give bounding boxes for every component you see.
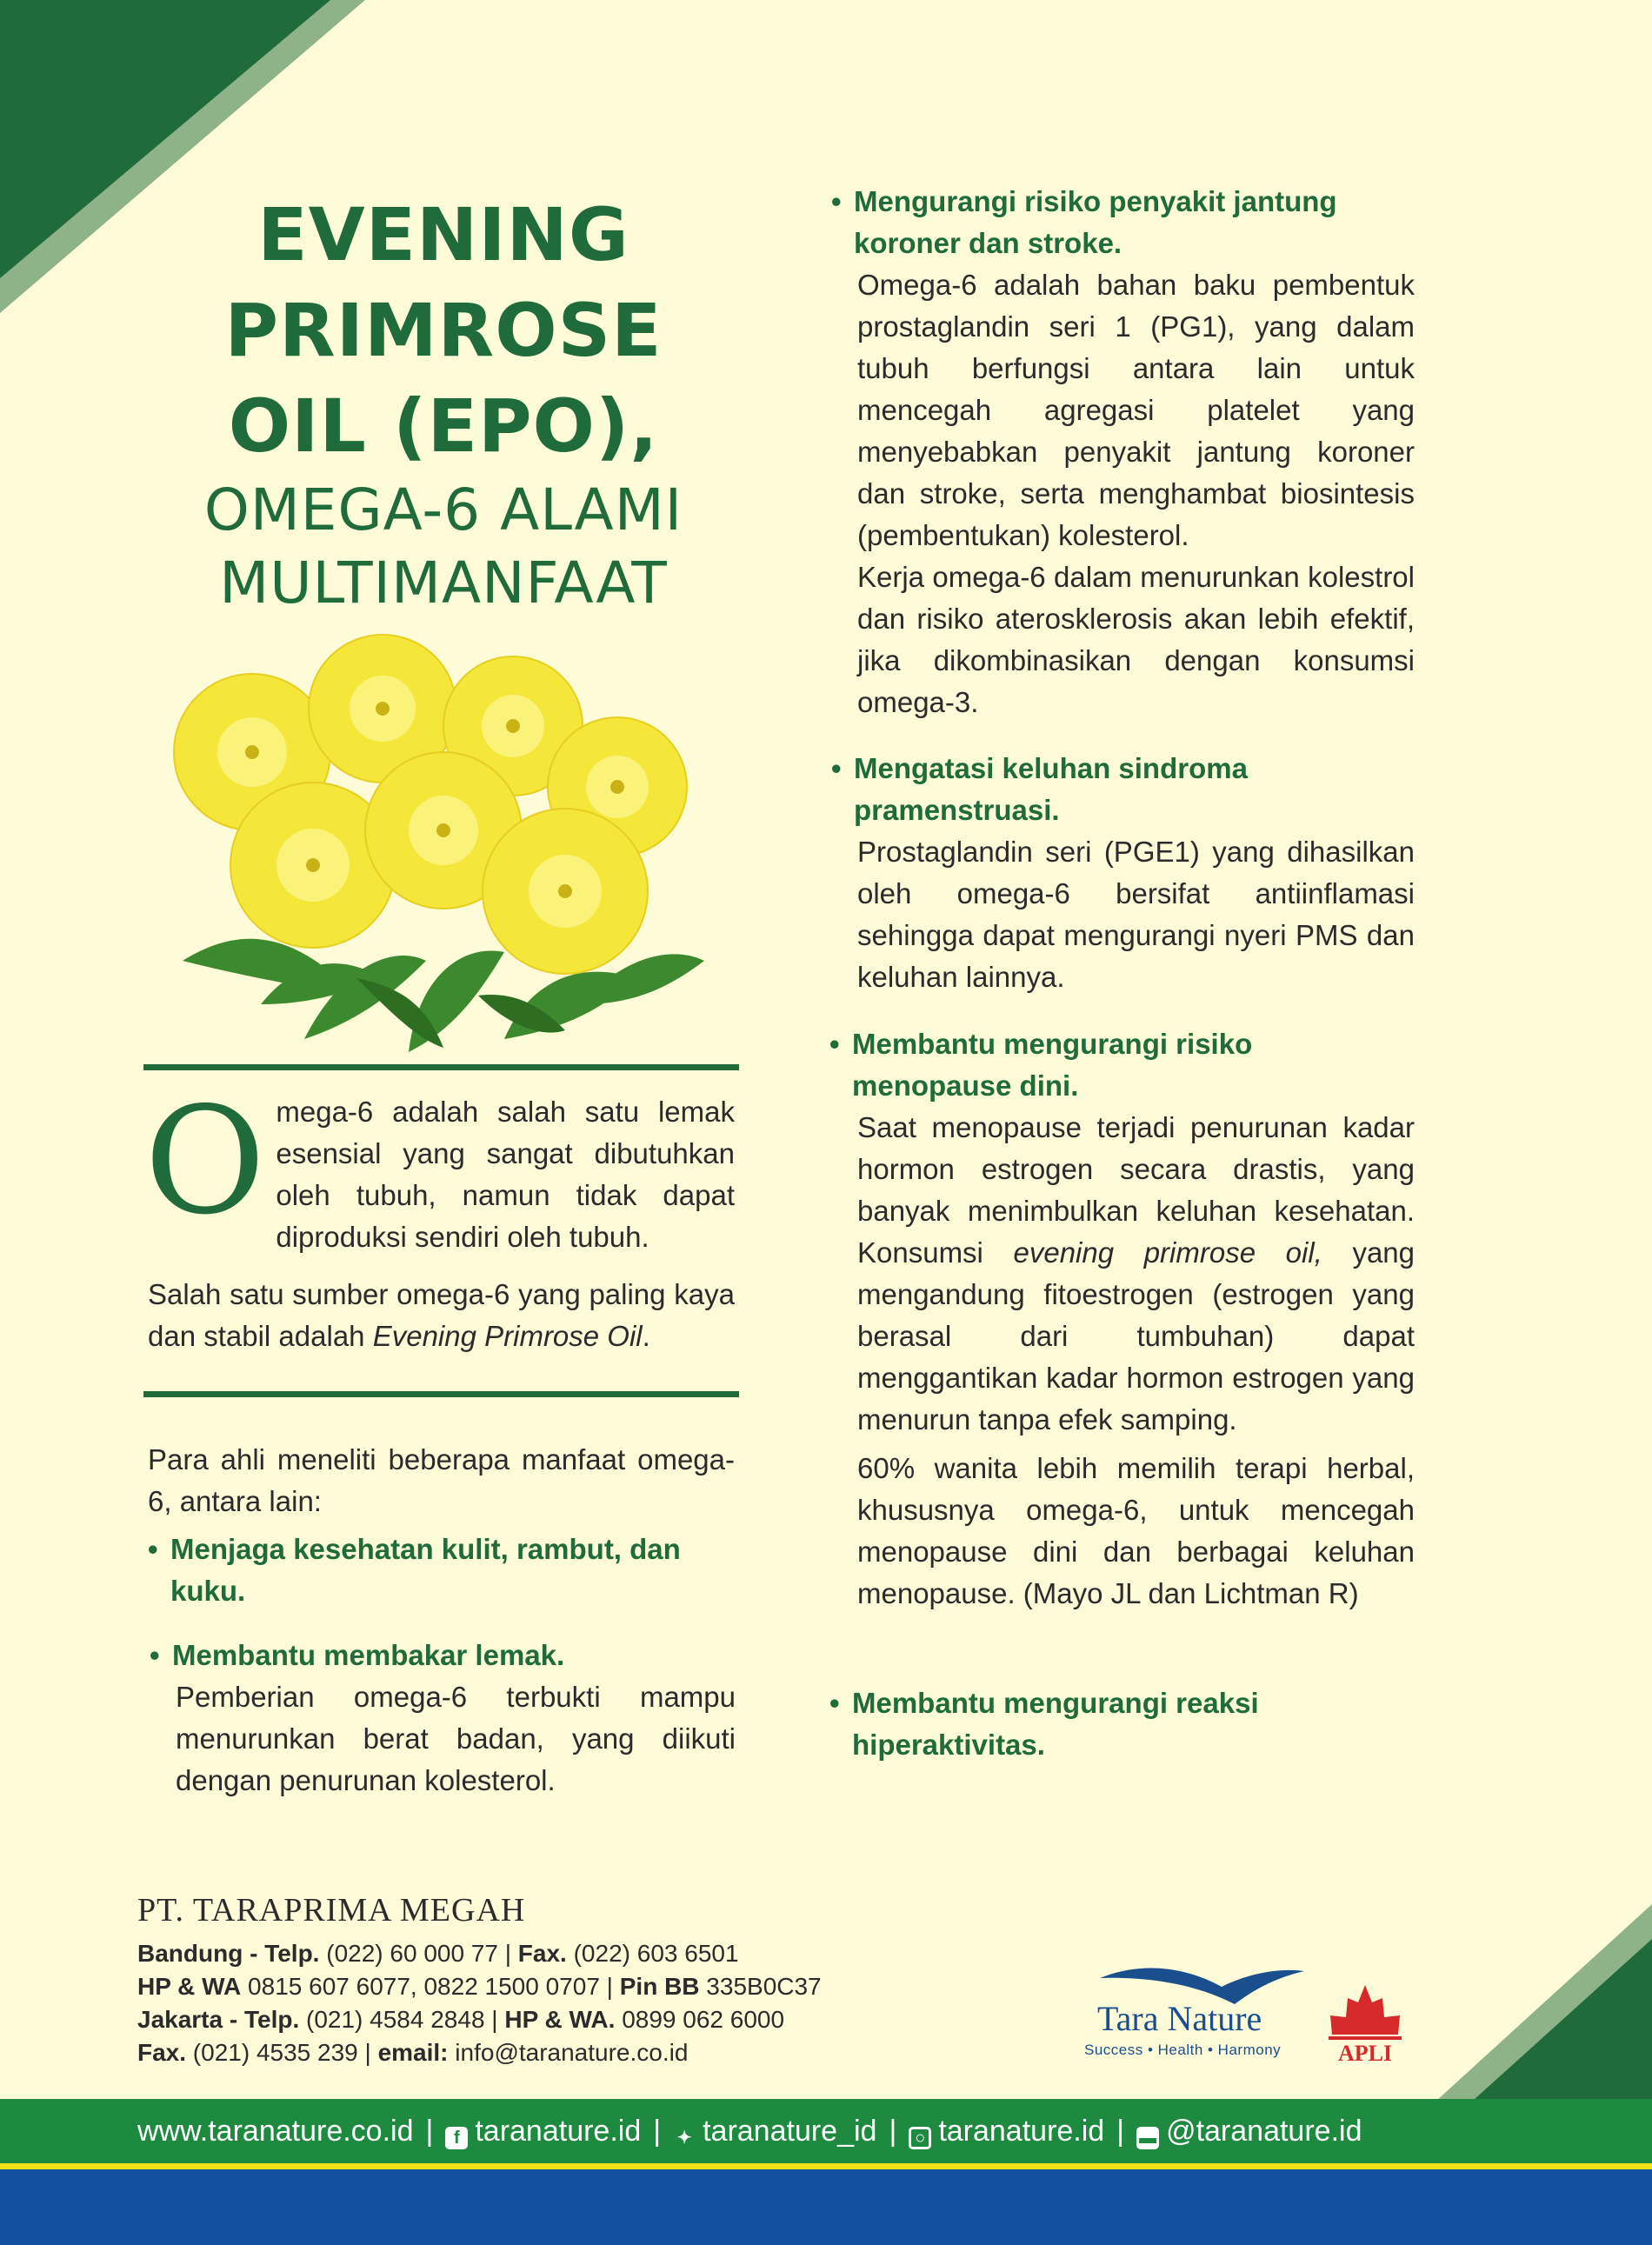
benefit-body: Prostaglandin seri (PGE1) yang dihasilkan oleh omega-6 bersifat antiinflamasi sehingga dapat mengurangi nyeri PMS dan keluhan lainnya. xyxy=(857,836,1415,993)
intro-section xyxy=(144,1076,735,1357)
hp-value: 0815 607 6077, 0822 1500 0707 | xyxy=(241,1973,620,2000)
drop-cap: O xyxy=(144,1076,266,1248)
benefit-item-heart xyxy=(831,181,1415,723)
footer-band-yellow xyxy=(0,2163,1652,2169)
email-link[interactable]: info@taranature.co.id xyxy=(448,2039,689,2066)
contact-line-fax-email xyxy=(137,2036,688,2069)
page-title xyxy=(139,187,748,620)
intro-paragraph-2-end: . xyxy=(642,1320,650,1352)
hp-label: HP & WA xyxy=(137,1973,242,2000)
pin-label: Pin BB xyxy=(619,1973,700,2000)
divider-bottom xyxy=(143,1391,739,1397)
benefit-item-hyperactivity xyxy=(829,1682,1415,1766)
contact-line-hp xyxy=(137,1970,822,2003)
facebook-icon: f xyxy=(445,2127,468,2149)
footer-band-blue xyxy=(0,2169,1652,2245)
separator: | xyxy=(425,2115,434,2148)
twitter-icon: ✦ xyxy=(676,2128,692,2148)
primrose-flower-illustration xyxy=(130,630,722,1056)
separator: | xyxy=(1116,2115,1125,2148)
hp-value: 0899 062 6000 xyxy=(615,2006,785,2033)
benefit-item-fat xyxy=(150,1635,736,1802)
tara-nature-logo-text: Tara Nature xyxy=(1097,1999,1262,2038)
city-label: Jakarta - Telp. xyxy=(137,2006,300,2033)
twitter-link[interactable]: taranature_id xyxy=(703,2115,877,2148)
benefit-body-text: Saat menopause terjadi penurunan kadar hormon estrogen secara drastis, yang banyak menimbulkan keluhan kesehatan. Konsumsi xyxy=(857,1111,1415,1269)
title-line-5: MULTIMANFAAT xyxy=(219,550,668,616)
contact-line-bandung xyxy=(137,1937,739,1970)
fax-value: (022) 603 6501 xyxy=(566,1940,739,1967)
tara-nature-tagline: Success • Health • Harmony xyxy=(1084,2042,1282,2058)
benefits-intro: Para ahli meneliti beberapa manfaat omega-6, antara lain: xyxy=(148,1443,735,1517)
contact-line-jakarta xyxy=(137,2003,784,2036)
benefit-heading: Membantu mengurangi reaksi hiperaktivitas. xyxy=(852,1687,1259,1761)
title-line-3: OIL (EPO), xyxy=(228,383,659,469)
benefit-body-text: yang mengandung fitoestrogen (estrogen yang berasal dari tumbuhan) dapat menggantikan kadar hormon estrogen yang menurun tanpa efek samping. xyxy=(857,1236,1416,1436)
apli-logo-text: APLI xyxy=(1337,2041,1393,2066)
benefit-item-menopause xyxy=(829,1023,1416,1615)
bullet-icon: • xyxy=(831,752,842,784)
email-label: email: xyxy=(377,2039,449,2066)
benefit-heading: Menjaga kesehatan kulit, rambut, dan kuku. xyxy=(170,1533,681,1607)
bullet-icon: • xyxy=(829,1028,840,1060)
telp-label: - Telp. xyxy=(243,1940,320,1967)
title-line-1: EVENING xyxy=(257,192,629,277)
hp-label: HP & WA. xyxy=(504,2006,616,2033)
website-link[interactable]: www.taranature.co.id xyxy=(137,2115,414,2148)
instagram-link[interactable]: taranature.id xyxy=(938,2115,1105,2148)
separator: | xyxy=(889,2115,897,2148)
telp-value: (021) 4584 2848 | xyxy=(299,2006,505,2033)
intro-paragraph-1 xyxy=(144,1076,735,1258)
city-label: Bandung xyxy=(137,1940,243,1967)
telp-value: (022) 60 000 77 | xyxy=(319,1940,518,1967)
benefit-body: Pemberian omega-6 terbukti mampu menurunkan berat badan, yang diikuti dengan penurunan kolesterol. xyxy=(176,1681,736,1796)
benefit-body: Omega-6 adalah bahan baku pembentuk prostaglandin seri 1 (PG1), yang dalam tubuh berfungsi antara lain untuk mencegah agregasi platelet yang menyebabkan penyakit jantung koroner dan stroke, serta menghambat biosintesis (pembentukan) kolesterol. xyxy=(857,269,1415,551)
intro-paragraph-2-text: Salah satu sumber omega-6 yang paling kaya dan stabil adalah xyxy=(148,1278,735,1352)
intro-paragraph-2 xyxy=(148,1274,735,1357)
intro-paragraph-1-text: mega-6 adalah salah satu lemak esensial yang sangat dibutuhkan oleh tubuh, namun tidak dapat diproduksi sendiri oleh tubuh. xyxy=(276,1096,735,1253)
title-line-4: OMEGA-6 ALAMI xyxy=(203,476,683,543)
instagram-icon: ○ xyxy=(909,2127,931,2149)
apli-logo xyxy=(1322,1981,1409,2076)
pin-value: 335B0C37 xyxy=(699,1973,822,2000)
bullet-icon: • xyxy=(831,185,842,217)
fax-label: Fax. xyxy=(137,2039,187,2066)
title-line-2: PRIMROSE xyxy=(224,288,663,373)
product-name-italic: Evening Primrose Oil xyxy=(372,1320,643,1352)
bullet-icon: • xyxy=(829,1687,840,1719)
benefit-body xyxy=(857,1107,1415,1441)
line-icon: ▬ xyxy=(1136,2127,1159,2149)
line-link[interactable]: @taranature.id xyxy=(1166,2115,1362,2148)
benefit-item-pms xyxy=(831,748,1415,998)
product-name-italic: evening primrose oil, xyxy=(1013,1236,1322,1269)
benefit-item-skin xyxy=(148,1529,736,1612)
benefit-heading: Membantu membakar lemak. xyxy=(172,1639,565,1671)
facebook-link[interactable]: taranature.id xyxy=(475,2115,642,2148)
benefit-body: Kerja omega-6 dalam menurunkan kolestrol dan risiko aterosklerosis akan lebih efektif, jika dikombinasikan dengan konsumsi omega-3. xyxy=(857,561,1415,718)
benefit-heading: Membantu mengurangi risiko menopause dini. xyxy=(852,1028,1253,1102)
bullet-icon: • xyxy=(150,1639,160,1671)
separator: | xyxy=(653,2115,662,2148)
benefit-body: 60% wanita lebih memilih terapi herbal, khususnya omega-6, untuk mencegah menopause dini dan berbagai keluhan menopause. (Mayo JL dan Lichtman R) xyxy=(857,1452,1415,1609)
benefit-heading: Mengatasi keluhan sindroma pramenstruasi. xyxy=(854,752,1248,826)
benefit-heading: Mengurangi risiko penyakit jantung koroner dan stroke. xyxy=(854,185,1337,259)
fax-value: (021) 4535 239 | xyxy=(186,2039,378,2066)
fax-label: Fax. xyxy=(517,1940,567,1967)
company-name: PT. TARAPRIMA MEGAH xyxy=(137,1892,526,1929)
bullet-icon: • xyxy=(148,1533,158,1565)
divider-top xyxy=(143,1064,739,1070)
social-links-bar xyxy=(137,2099,1362,2163)
